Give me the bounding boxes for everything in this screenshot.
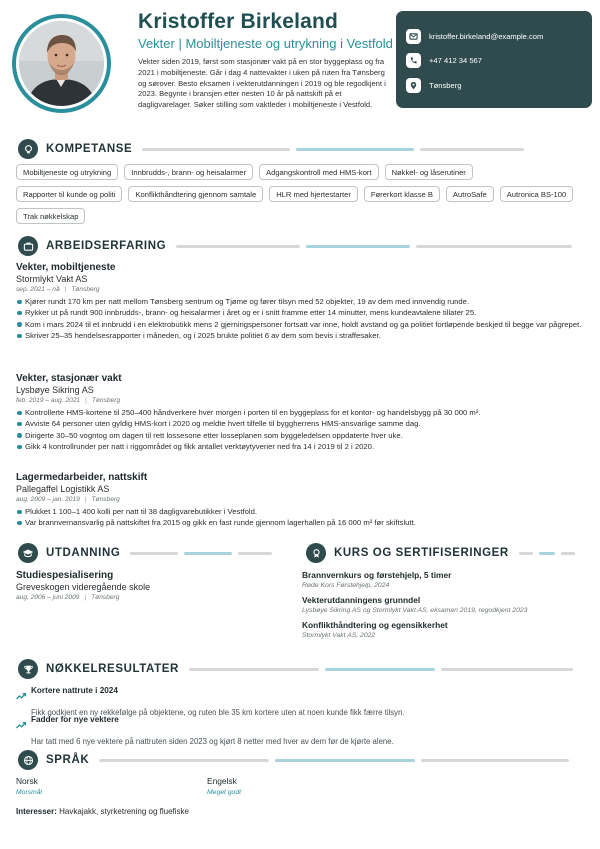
job-bullet-list	[16, 296, 584, 342]
lightbulb-icon	[18, 139, 38, 159]
languages-section-title: SPRÅK	[46, 754, 90, 766]
skill-tag: Konflikthåndtering gjennom samtale	[128, 186, 263, 202]
language-name: Norsk	[16, 776, 38, 786]
education-section-header	[18, 543, 286, 563]
job-entry	[16, 373, 584, 453]
achievements-section-title: NØKKELRESULTATER	[46, 663, 179, 675]
profile-photo-frame	[12, 14, 111, 113]
contact-email-text: kristoffer.birkeland@example.com	[429, 31, 544, 41]
candidate-title: Vekter | Mobiltjeneste og utrykning i Vestfold	[138, 36, 393, 51]
course-meta: Stormlykt Vakt AS, 2022	[302, 632, 376, 639]
language-level: Meget godt	[207, 789, 242, 796]
skills-tag-list	[16, 164, 576, 224]
course-item	[302, 620, 584, 639]
skill-tag: Trak nøkkelskap	[16, 208, 85, 224]
job-location: Tønsberg	[71, 286, 100, 293]
job-bullet: Skriver 25–35 hendelsesrapporter i måneden, og i 2025 brukte politiet 6 av dem som bevis i straffesaker.	[16, 330, 584, 341]
skills-section-header	[18, 139, 572, 159]
job-entry	[16, 262, 584, 342]
phone-icon	[406, 53, 421, 68]
job-dates: feb. 2019 – aug. 2021	[16, 397, 81, 404]
job-title: Vekter, stasjonær vakt	[16, 373, 122, 384]
skill-tag: AutroSafe	[446, 186, 494, 202]
trophy-icon	[18, 659, 38, 679]
job-title: Lagermedarbeider, nattskift	[16, 472, 148, 483]
contact-card	[396, 11, 592, 108]
location-pin-icon	[406, 78, 421, 93]
section-divider	[99, 759, 572, 762]
course-title: Brannvernkurs og førstehjelp, 5 timer	[302, 570, 452, 580]
interests-label: Interesser:	[16, 807, 57, 816]
skill-tag: Mobiltjeneste og utrykning	[16, 164, 118, 180]
skill-tag: Innbrudds-, brann- og heisalarmer	[124, 164, 253, 180]
courses-section-header	[306, 543, 574, 563]
skill-tag: Autronica BS-100	[500, 186, 574, 202]
contact-location	[406, 73, 582, 98]
language-level: Morsmål	[16, 789, 43, 796]
course-item	[302, 570, 584, 589]
skill-tag: Nøkkel- og låserutiner	[385, 164, 473, 180]
course-meta: Røde Kors Førstehjelp, 2024	[302, 582, 390, 589]
achievement-item	[16, 686, 584, 717]
job-company: Lysbøye Sikring AS	[16, 385, 94, 395]
contact-phone[interactable]	[406, 49, 582, 74]
education-degree: Studiespesialisering	[16, 570, 114, 581]
job-title: Vekter, mobiltjeneste	[16, 262, 116, 273]
resume-header	[0, 0, 600, 140]
achievement-title: Fadder for nye vektere	[31, 715, 119, 724]
job-bullet: Kontrollerte HMS-kortene til 250–400 håndverkere hver morgen i porten til en byggeplass for et kontor- og handelsbygg på 30 000 m².	[16, 407, 584, 418]
job-bullet: Var brannvernansvarlig på nattskiftet fra 2015 og gikk en fast runde gjennom lagerhallen på 16 000 m² før skiftslutt.	[16, 517, 584, 528]
job-bullet: Dirigerte 30–50 vogntog om dagen til rett lossesone etter losseplanen som byggeledelsen oppdaterte hver uke.	[16, 430, 584, 441]
candidate-name: Kristoffer Birkeland	[138, 10, 339, 33]
job-meta: sep. 2021 – nå | Tønsberg	[16, 286, 100, 293]
interests-line	[16, 807, 189, 816]
achievement-description: Fikk godkjent en ny rekkefølge på objektene, og ruten ble 35 km kortere uten at noen kunde fikk færre tilsyn.	[31, 708, 405, 717]
section-divider	[130, 552, 286, 555]
certificate-icon	[306, 543, 326, 563]
contact-phone-text: +47 412 34 567	[429, 56, 482, 66]
course-meta: Lysbøye Sikring AS og Stormlykt Vakt AS, eksamen 2019, regodkjent 2023	[302, 607, 528, 614]
profile-photo	[19, 21, 104, 106]
job-meta: feb. 2019 – aug. 2021 | Tønsberg	[16, 397, 121, 404]
skill-tag: Førerkort klasse B	[364, 186, 440, 202]
language-name: Engelsk	[207, 776, 237, 786]
profile-summary: Vekter siden 2019, først som stasjonær vakt på en stor byggeplass og fra 2021 i mobiltjeneste. Går i dag 4 nattevakter i uken på ruten fra Tønsberg og sørover. Besto eksamen i vekterutdanningen i 2019 og ble regodkjent i 2023. Begynte i bransjen etter nesten 10 år på nattskift på et dagligvarelager. Søker stilling som vaktleder i mobiltjeneste i Vestfold.	[138, 57, 386, 110]
skill-tag: Adgangskontroll med HMS-kort	[259, 164, 379, 180]
job-bullet-list	[16, 506, 584, 529]
courses-list	[302, 570, 584, 645]
course-title: Konflikthåndtering og egensikkerhet	[302, 620, 448, 630]
education-location: Tønsberg	[91, 594, 120, 601]
course-item	[302, 595, 584, 614]
skills-section-title: KOMPETANSE	[46, 143, 133, 155]
job-meta: aug. 2009 – jan. 2019 | Tønsberg	[16, 496, 120, 503]
graduation-cap-icon	[18, 543, 38, 563]
section-divider	[189, 668, 573, 671]
courses-section-title: KURS OG SERTIFISERINGER	[334, 547, 509, 559]
experience-section-title: ARBEIDSERFARING	[46, 240, 167, 252]
job-dates: aug. 2009 – jan. 2019	[16, 496, 80, 503]
job-location: Tønsberg	[91, 397, 121, 404]
job-bullet-list	[16, 407, 584, 453]
trend-up-icon	[16, 687, 26, 705]
education-meta: aug. 2006 – juni 2009 | Tønsberg	[16, 594, 120, 601]
languages-section-header	[18, 750, 572, 770]
job-bullet: Rykker ut på rundt 900 innbrudds-, brann- og heisalarmer i året og er i snitt framme etter 14 minutter, mens kundeavtalene tillater 25.	[16, 307, 584, 318]
section-divider	[142, 148, 572, 151]
course-title: Vekterutdanningens grunndel	[302, 595, 421, 605]
achievement-item	[16, 715, 584, 746]
education-entry	[16, 570, 286, 601]
education-section-title: UTDANNING	[46, 547, 121, 559]
skill-tag: HLR med hjertestarter	[269, 186, 358, 202]
trend-up-icon	[16, 716, 26, 734]
contact-email[interactable]	[406, 24, 582, 49]
section-divider	[176, 245, 572, 248]
job-company: Stormlykt Vakt AS	[16, 274, 88, 284]
education-dates: aug. 2006 – juni 2009	[16, 594, 80, 601]
language-item	[207, 776, 241, 796]
education-school: Greveskogen videregående skole	[16, 582, 151, 592]
job-bullet: Avviste 64 personer uten gyldig HMS-kort i 2020 og meldte hvert tilfelle til byggherrens HMS-ansvarlige samme dag.	[16, 418, 584, 429]
section-divider	[519, 552, 575, 555]
job-dates: sep. 2021 – nå	[16, 286, 60, 293]
briefcase-icon	[18, 236, 38, 256]
globe-icon	[18, 750, 38, 770]
job-bullet: Plukket 1 100–1 400 kolli per natt til 38 dagligvarebutikker i Vestfold.	[16, 506, 584, 517]
language-item	[16, 776, 42, 796]
job-location: Tønsberg	[91, 496, 120, 503]
achievement-title: Kortere nattrute i 2024	[31, 686, 118, 695]
mail-icon	[406, 29, 421, 44]
job-bullet: Kom i mars 2024 til et innbrudd i en elektrobutikk mens 2 gjerningspersoner fortsatt var inne, holdt avstand og ga politiet fortløpende beskjed til begge var pågrepet.	[16, 319, 584, 330]
skill-tag: Rapporter til kunde og politi	[16, 186, 122, 202]
interests-text: Havkajakk, styrketrening og fluefiske	[59, 807, 189, 816]
job-entry	[16, 472, 584, 529]
achievement-description: Har tatt med 6 nye vektere på nattruten siden 2023 og kjørt 8 netter med hver av dem før de kjørte alene.	[31, 737, 394, 746]
contact-location-text: Tønsberg	[429, 80, 462, 90]
experience-section-header	[18, 236, 572, 256]
achievements-section-header	[18, 659, 572, 679]
job-company: Pallegaffel Logistikk AS	[16, 484, 110, 494]
job-bullet: Gikk 4 kontrollrunder per natt i riggområdet og fikk antallet verktøytyverier ned fra 14 i 2019 til 2 i 2020.	[16, 441, 584, 452]
job-bullet: Kjører rundt 170 km per natt mellom Tønsberg sentrum og Tjøme og fører tilsyn med 52 objekter, 19 av dem med innvendig runde.	[16, 296, 584, 307]
